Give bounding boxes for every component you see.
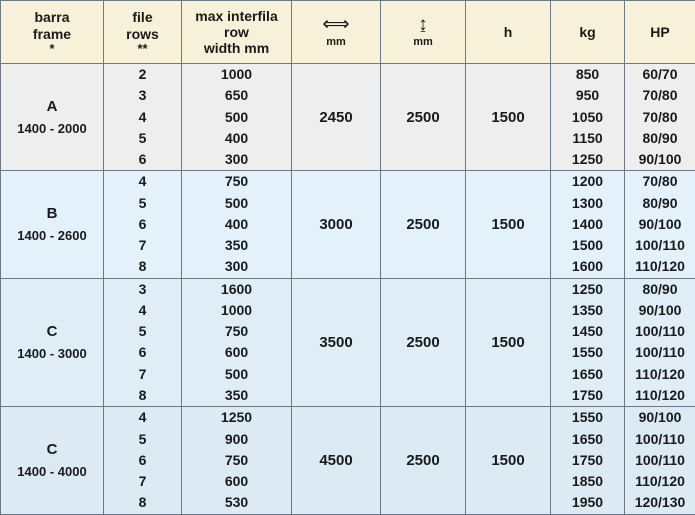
kg-value: 1650 xyxy=(551,364,624,385)
row-width-value: 1600 xyxy=(182,279,291,300)
height-cell: 2500 xyxy=(381,171,466,278)
arrow-vertical-icon: ↨ xyxy=(381,15,465,34)
hp-value: 90/100 xyxy=(625,149,695,170)
column-header-row-width-line3: width mm xyxy=(204,40,269,56)
frame-cell xyxy=(1,278,104,407)
arrow-horizontal-icon: ⟺ xyxy=(292,15,380,34)
column-header-h-label: h xyxy=(504,24,513,40)
hp-cell xyxy=(625,64,695,171)
row-width-value: 900 xyxy=(182,429,291,450)
kg-value: 1500 xyxy=(551,235,624,256)
column-header-hp-label: HP xyxy=(650,24,669,40)
h-cell: 1500 xyxy=(466,171,551,278)
hp-value: 100/110 xyxy=(625,450,695,471)
column-header-frame-note: * xyxy=(1,42,103,55)
row-width-value: 530 xyxy=(182,492,291,513)
frame-range: 1400 - 2000 xyxy=(1,119,103,140)
row-width-value: 300 xyxy=(182,149,291,170)
frame-cell xyxy=(1,171,104,278)
frame-cell xyxy=(1,64,104,171)
column-header-frame-line1: barra xyxy=(34,9,69,25)
table-body xyxy=(1,64,695,515)
hp-value: 120/130 xyxy=(625,492,695,513)
row-width-value: 350 xyxy=(182,235,291,256)
rows-value: 3 xyxy=(104,85,181,106)
rows-value: 7 xyxy=(104,364,181,385)
rows-value: 6 xyxy=(104,342,181,363)
kg-value: 1950 xyxy=(551,492,624,513)
kg-value: 1550 xyxy=(551,342,624,363)
rows-value: 4 xyxy=(104,407,181,428)
frame-letter: C xyxy=(1,438,103,462)
rows-value: 7 xyxy=(104,235,181,256)
frame-range: 1400 - 2600 xyxy=(1,226,103,247)
column-header-frame-line2: frame xyxy=(33,26,71,42)
kg-cell xyxy=(551,64,625,171)
row-width-value: 350 xyxy=(182,385,291,406)
column-header-kg-label: kg xyxy=(579,24,595,40)
rows-value: 4 xyxy=(104,171,181,192)
row-width-cell xyxy=(182,171,292,278)
column-header-rows-line2: rows xyxy=(126,26,159,42)
hp-value: 110/120 xyxy=(625,256,695,277)
kg-value: 1600 xyxy=(551,256,624,277)
row-width-value: 500 xyxy=(182,364,291,385)
table-header-row xyxy=(1,1,695,64)
rows-value: 6 xyxy=(104,450,181,471)
kg-value: 1200 xyxy=(551,171,624,192)
frame-cell xyxy=(1,407,104,514)
kg-value: 1850 xyxy=(551,471,624,492)
frame-letter: C xyxy=(1,320,103,344)
table-header xyxy=(1,1,695,64)
column-header-row-width xyxy=(182,1,292,64)
width-cell: 3000 xyxy=(292,171,381,278)
row-width-value: 1000 xyxy=(182,300,291,321)
hp-value: 90/100 xyxy=(625,300,695,321)
row-width-value: 400 xyxy=(182,128,291,149)
table-row xyxy=(1,171,695,278)
hp-value: 110/120 xyxy=(625,364,695,385)
kg-value: 1750 xyxy=(551,450,624,471)
column-header-row-width-line2: row xyxy=(224,24,249,40)
row-width-value: 300 xyxy=(182,256,291,277)
hp-value: 60/70 xyxy=(625,64,695,85)
h-cell: 1500 xyxy=(466,278,551,407)
rows-value: 8 xyxy=(104,256,181,277)
kg-cell xyxy=(551,171,625,278)
column-header-h xyxy=(466,1,551,64)
table-row xyxy=(1,64,695,171)
row-width-cell xyxy=(182,407,292,514)
width-cell: 2450 xyxy=(292,64,381,171)
kg-value: 1650 xyxy=(551,429,624,450)
rows-value: 6 xyxy=(104,149,181,170)
hp-value: 100/110 xyxy=(625,342,695,363)
kg-value: 1750 xyxy=(551,385,624,406)
kg-value: 1050 xyxy=(551,107,624,128)
rows-value: 5 xyxy=(104,429,181,450)
rows-cell xyxy=(104,407,182,514)
table-row xyxy=(1,407,695,514)
height-cell: 2500 xyxy=(381,64,466,171)
hp-value: 80/90 xyxy=(625,279,695,300)
row-width-value: 500 xyxy=(182,193,291,214)
hp-value: 80/90 xyxy=(625,128,695,149)
row-width-value: 650 xyxy=(182,85,291,106)
row-width-value: 750 xyxy=(182,450,291,471)
rows-cell xyxy=(104,171,182,278)
row-width-cell xyxy=(182,278,292,407)
hp-value: 80/90 xyxy=(625,193,695,214)
kg-value: 1150 xyxy=(551,128,624,149)
rows-value: 4 xyxy=(104,300,181,321)
column-header-frame xyxy=(1,1,104,64)
hp-cell xyxy=(625,171,695,278)
column-header-row-width-line1: max interfila xyxy=(195,8,277,24)
h-cell: 1500 xyxy=(466,407,551,514)
frame-letter: A xyxy=(1,95,103,119)
kg-value: 1550 xyxy=(551,407,624,428)
frame-range: 1400 - 3000 xyxy=(1,344,103,365)
column-header-rows-note: ** xyxy=(104,42,181,55)
hp-value: 110/120 xyxy=(625,385,695,406)
rows-value: 5 xyxy=(104,321,181,342)
rows-value: 7 xyxy=(104,471,181,492)
kg-value: 1400 xyxy=(551,214,624,235)
hp-value: 70/80 xyxy=(625,107,695,128)
hp-value: 70/80 xyxy=(625,85,695,106)
rows-value: 8 xyxy=(104,492,181,513)
frame-letter: B xyxy=(1,202,103,226)
table-row xyxy=(1,278,695,407)
row-width-cell xyxy=(182,64,292,171)
row-width-value: 400 xyxy=(182,214,291,235)
rows-value: 3 xyxy=(104,279,181,300)
kg-value: 950 xyxy=(551,85,624,106)
hp-value: 100/110 xyxy=(625,321,695,342)
column-header-hp xyxy=(625,1,695,64)
hp-value: 90/100 xyxy=(625,407,695,428)
rows-cell xyxy=(104,64,182,171)
width-cell: 3500 xyxy=(292,278,381,407)
hp-value: 100/110 xyxy=(625,235,695,256)
kg-value: 1350 xyxy=(551,300,624,321)
rows-cell xyxy=(104,278,182,407)
column-header-height xyxy=(381,1,466,64)
rows-value: 5 xyxy=(104,128,181,149)
row-width-value: 750 xyxy=(182,321,291,342)
kg-value: 1450 xyxy=(551,321,624,342)
kg-value: 850 xyxy=(551,64,624,85)
row-width-value: 1250 xyxy=(182,407,291,428)
hp-value: 110/120 xyxy=(625,471,695,492)
hp-cell xyxy=(625,407,695,514)
row-width-value: 600 xyxy=(182,342,291,363)
kg-cell xyxy=(551,278,625,407)
height-cell: 2500 xyxy=(381,407,466,514)
kg-value: 1250 xyxy=(551,279,624,300)
frame-range: 1400 - 4000 xyxy=(1,462,103,483)
hp-value: 90/100 xyxy=(625,214,695,235)
rows-value: 8 xyxy=(104,385,181,406)
kg-cell xyxy=(551,407,625,514)
hp-value: 100/110 xyxy=(625,429,695,450)
rows-value: 5 xyxy=(104,193,181,214)
rows-value: 4 xyxy=(104,107,181,128)
width-cell: 4500 xyxy=(292,407,381,514)
column-header-height-unit: mm xyxy=(381,36,465,49)
hp-cell xyxy=(625,278,695,407)
kg-value: 1250 xyxy=(551,149,624,170)
kg-value: 1300 xyxy=(551,193,624,214)
h-cell: 1500 xyxy=(466,64,551,171)
column-header-kg xyxy=(551,1,625,64)
rows-value: 2 xyxy=(104,64,181,85)
column-header-width-unit: mm xyxy=(292,36,380,49)
hp-value: 70/80 xyxy=(625,171,695,192)
rows-value: 6 xyxy=(104,214,181,235)
row-width-value: 500 xyxy=(182,107,291,128)
column-header-rows-line1: file xyxy=(132,9,152,25)
row-width-value: 600 xyxy=(182,471,291,492)
column-header-rows xyxy=(104,1,182,64)
column-header-width xyxy=(292,1,381,64)
row-width-value: 750 xyxy=(182,171,291,192)
height-cell: 2500 xyxy=(381,278,466,407)
row-width-value: 1000 xyxy=(182,64,291,85)
